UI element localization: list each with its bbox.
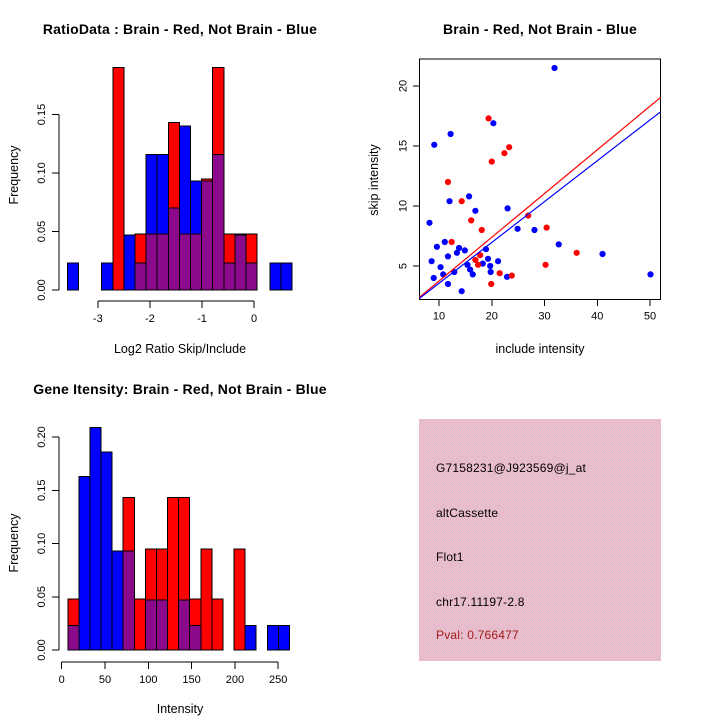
histogram-bar-overlap bbox=[123, 551, 134, 650]
scatter-point-blue bbox=[431, 142, 437, 148]
histogram-bar-overlap bbox=[213, 154, 224, 290]
x-tick-label: 0 bbox=[251, 313, 258, 325]
ratio-hist-xlabel: Log2 Ratio Skip/Include bbox=[113, 342, 247, 356]
scatter-point-red bbox=[542, 262, 548, 268]
gene-hist-xlabel: Intensity bbox=[156, 702, 204, 716]
y-tick-label: 0.15 bbox=[36, 479, 48, 501]
x-tick-label: 200 bbox=[225, 674, 245, 686]
scatter-point-blue bbox=[466, 193, 472, 199]
scatter-point-blue bbox=[462, 247, 468, 253]
scatter-point-blue bbox=[488, 269, 494, 275]
histogram-bar-blue bbox=[101, 452, 112, 650]
histogram-bar-overlap bbox=[68, 626, 79, 650]
histogram-bar-red bbox=[134, 599, 145, 650]
panel-intensity-scatter bbox=[360, 0, 720, 360]
histogram-bar-overlap bbox=[190, 234, 201, 290]
scatter-point-blue bbox=[431, 275, 437, 281]
histogram-bar-blue bbox=[124, 235, 135, 290]
y-tick-label: 0.10 bbox=[36, 532, 48, 555]
scatter-point-blue bbox=[434, 244, 440, 250]
scatter-point-red bbox=[544, 225, 550, 231]
x-tick-label: 20 bbox=[485, 310, 498, 323]
intensity-scatter-plot bbox=[360, 0, 720, 360]
scatter-point-red bbox=[574, 250, 580, 256]
histogram-bar-blue bbox=[270, 263, 281, 290]
x-tick-label: 100 bbox=[139, 674, 158, 686]
histogram-bar-overlap bbox=[145, 600, 156, 650]
scatter-point-blue bbox=[504, 205, 510, 211]
scatter-point-blue bbox=[514, 226, 520, 232]
histogram-bar-overlap bbox=[168, 208, 179, 290]
scatter-point-blue bbox=[470, 271, 476, 277]
histogram-bar-overlap bbox=[135, 263, 146, 290]
y-tick-label: 0.00 bbox=[36, 639, 48, 661]
scatter-title: Brain - Red, Not Brain - Blue bbox=[442, 21, 638, 37]
y-tick-label: 0.05 bbox=[36, 586, 48, 608]
scatter-point-blue bbox=[454, 250, 460, 256]
scatter-point-blue bbox=[445, 253, 451, 259]
histogram-bar-blue bbox=[102, 263, 113, 290]
histogram-bar-red bbox=[113, 68, 124, 290]
x-tick-label: 30 bbox=[538, 310, 551, 323]
y-tick-label: 0.10 bbox=[36, 162, 48, 184]
histogram-bar-overlap bbox=[146, 234, 157, 290]
scatter-point-blue bbox=[485, 256, 491, 262]
histogram-bar-blue bbox=[112, 551, 123, 650]
y-tick-label: 5 bbox=[397, 262, 410, 270]
scatter-point-red bbox=[479, 227, 485, 233]
panel-gene-intensity-histogram bbox=[0, 360, 360, 720]
gene-name-text: Flot1 bbox=[436, 550, 464, 564]
x-tick-label: 50 bbox=[643, 310, 657, 323]
scatter-point-blue bbox=[556, 241, 562, 247]
histogram-bar-overlap bbox=[157, 234, 168, 290]
info-box bbox=[419, 419, 661, 661]
scatter-point-red bbox=[468, 217, 474, 223]
y-tick-label: 15 bbox=[397, 139, 410, 153]
x-tick-label: 10 bbox=[432, 310, 446, 323]
scatter-xlabel: include intensity bbox=[495, 342, 585, 356]
scatter-point-blue bbox=[495, 258, 501, 264]
histogram-bar-blue bbox=[281, 263, 292, 290]
scatter-point-red bbox=[501, 150, 507, 156]
scatter-point-red bbox=[449, 239, 455, 245]
histogram-bar-overlap bbox=[202, 181, 213, 290]
histogram-bar-overlap bbox=[235, 235, 246, 290]
scatter-point-red bbox=[506, 144, 512, 150]
scatter-point-blue bbox=[442, 239, 448, 245]
y-tick-label: 0.05 bbox=[36, 220, 48, 243]
scatter-ylabel: skip intensity bbox=[367, 144, 381, 216]
scatter-point-blue bbox=[445, 281, 451, 287]
ratio-histogram-plot bbox=[0, 0, 360, 360]
plot-box bbox=[419, 59, 660, 299]
scatter-point-blue bbox=[531, 227, 537, 233]
y-tick-label: 0.15 bbox=[36, 103, 48, 126]
scatter-point-blue bbox=[426, 220, 432, 226]
gene-hist-title: Gene Itensity: Brain - Red, Not Brain - Blue bbox=[33, 381, 327, 397]
panel-ratio-histogram bbox=[0, 0, 360, 360]
histogram-bar-overlap bbox=[224, 263, 235, 290]
histogram-bar-overlap bbox=[156, 600, 167, 650]
scatter-point-blue bbox=[437, 264, 443, 270]
scatter-point-blue bbox=[446, 198, 452, 204]
histogram-bar-blue bbox=[67, 263, 78, 290]
x-tick-label: -3 bbox=[92, 313, 103, 325]
probe-id-text: G7158231@J923569@j_at bbox=[436, 461, 587, 475]
scatter-point-red bbox=[489, 159, 495, 165]
x-tick-label: 150 bbox=[182, 674, 201, 686]
histogram-bar-red bbox=[168, 498, 179, 650]
scatter-point-blue bbox=[472, 208, 478, 214]
histogram-bar-red bbox=[234, 549, 245, 650]
histogram-bar-blue bbox=[245, 626, 256, 650]
ratio-hist-title: RatioData : Brain - Red, Not Brain - Blue bbox=[42, 21, 318, 37]
histogram-bar-blue bbox=[278, 626, 289, 650]
x-tick-label: -1 bbox=[197, 313, 207, 325]
gene-intensity-histogram-plot bbox=[0, 360, 360, 720]
histogram-bar-red bbox=[201, 549, 212, 650]
y-tick-label: 10 bbox=[397, 199, 410, 213]
y-tick-label: 0.20 bbox=[36, 426, 48, 448]
scatter-point-red bbox=[475, 262, 481, 268]
scatter-point-blue bbox=[459, 288, 465, 294]
scatter-point-blue bbox=[448, 131, 454, 137]
scatter-point-red bbox=[459, 198, 465, 204]
x-tick-label: 250 bbox=[269, 674, 288, 686]
scatter-point-blue bbox=[551, 65, 557, 71]
gene-hist-ylabel: Frequency bbox=[7, 513, 21, 573]
scatter-point-blue bbox=[440, 271, 446, 277]
x-tick-label: 0 bbox=[58, 674, 65, 686]
scatter-point-blue bbox=[487, 263, 493, 269]
locus-text: chr17.11197-2.8 bbox=[436, 595, 525, 609]
scatter-point-red bbox=[445, 179, 451, 185]
fit-line-blue bbox=[419, 112, 660, 299]
event-type-text: altCassette bbox=[436, 506, 499, 520]
scatter-point-blue bbox=[647, 271, 653, 277]
y-tick-label: 20 bbox=[397, 79, 410, 93]
scatter-point-red bbox=[485, 115, 491, 121]
x-tick-label: 50 bbox=[98, 674, 112, 686]
x-tick-label: -2 bbox=[145, 313, 155, 325]
histogram-bar-blue bbox=[79, 476, 90, 650]
scatter-point-blue bbox=[429, 258, 435, 264]
x-tick-label: 40 bbox=[591, 310, 604, 323]
histogram-bar-overlap bbox=[190, 626, 201, 650]
histogram-bar-overlap bbox=[179, 234, 190, 290]
histogram-bar-overlap bbox=[179, 600, 190, 650]
pval-text: Pval: 0.766477 bbox=[436, 628, 519, 642]
histogram-bar-red bbox=[212, 599, 223, 650]
ratio-hist-ylabel: Frequency bbox=[7, 145, 21, 205]
histogram-bar-blue bbox=[90, 427, 101, 650]
histogram-bar-overlap bbox=[246, 263, 257, 290]
y-tick-label: 0.00 bbox=[36, 279, 48, 301]
panel-info-box bbox=[360, 360, 720, 720]
scatter-point-red bbox=[497, 270, 503, 276]
histogram-bar-blue bbox=[267, 626, 278, 650]
scatter-point-red bbox=[509, 273, 515, 279]
scatter-point-blue bbox=[490, 120, 496, 126]
fit-line-red bbox=[419, 97, 660, 297]
scatter-point-red bbox=[488, 281, 494, 287]
scatter-point-blue bbox=[599, 251, 605, 257]
